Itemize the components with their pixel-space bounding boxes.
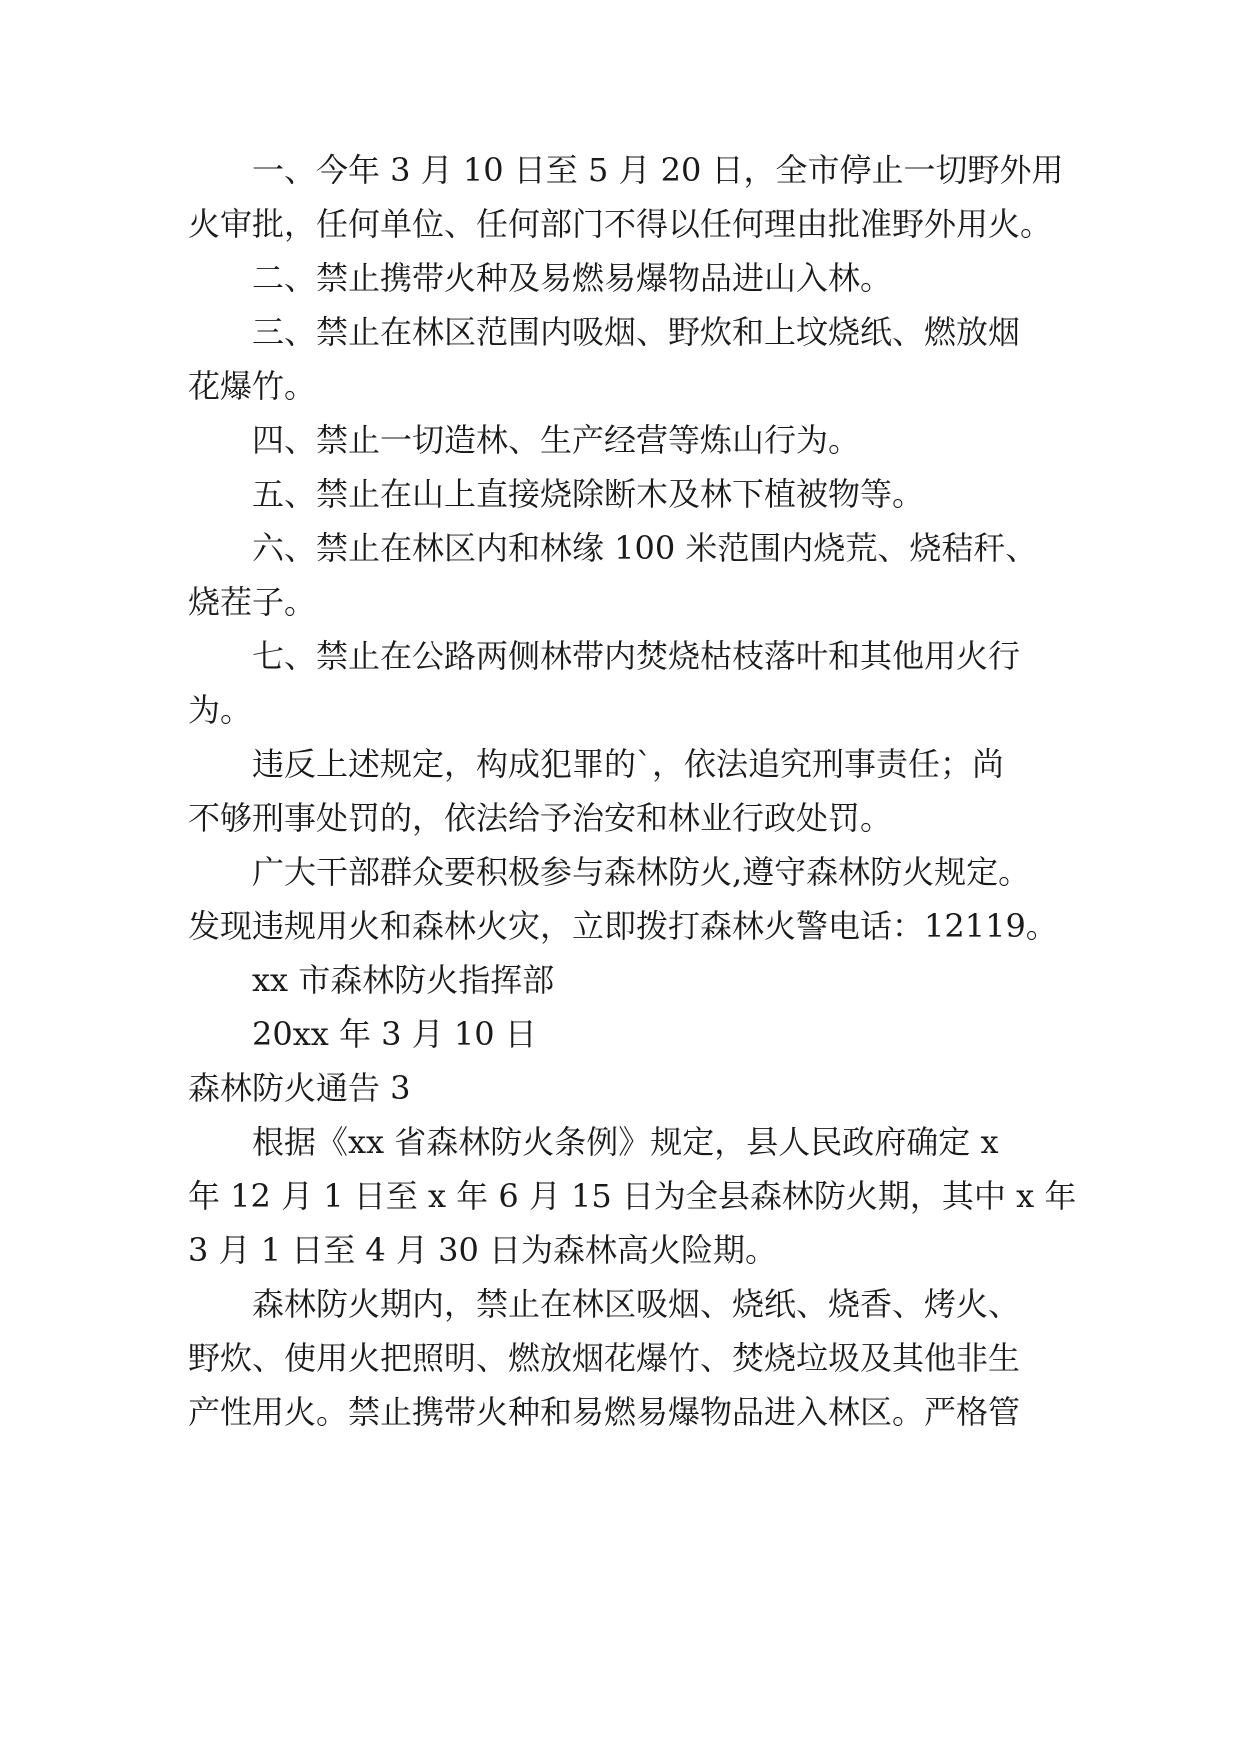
- text-line: 一、今年 3 月 10 日至 5 月 20 日，全市停止一切野外用: [252, 151, 1064, 189]
- text-line: 为。: [188, 691, 253, 729]
- text-line: 四、禁止一切造林、生产经营等炼山行为。: [252, 421, 861, 459]
- text-line: 七、禁止在公路两侧林带内焚烧枯枝落叶和其他用火行: [252, 637, 1021, 675]
- text-line: 五、禁止在山上直接烧除断木及林下植被物等。: [252, 475, 925, 513]
- text-line: 烧茬子。: [188, 583, 317, 621]
- text-line: 根据《xx 省森林防火条例》规定，县人民政府确定 x: [252, 1123, 999, 1161]
- text-line: 3 月 1 日至 4 月 30 日为森林高火险期。: [188, 1231, 778, 1269]
- text-line: 产性用火。禁止携带火种和易燃易爆物品进入林区。严格管: [188, 1393, 1021, 1431]
- text-line: 六、禁止在林区内和林缘 100 米范围内烧荒、烧秸秆、: [252, 529, 1038, 567]
- signature-org: xx 市森林防火指挥部: [252, 961, 555, 999]
- text-line: 违反上述规定，构成犯罪的`，依法追究刑事责任；尚: [252, 745, 1005, 783]
- text-line: 三、禁止在林区范围内吸烟、野炊和上坟烧纸、燃放烟: [252, 313, 1021, 351]
- section-heading: 森林防火通告 3: [188, 1069, 411, 1107]
- text-line: 野炊、使用火把照明、燃放烟花爆竹、焚烧垃圾及其他非生: [188, 1339, 1021, 1377]
- text-line: 火审批，任何单位、任何部门不得以任何理由批准野外用火。: [188, 205, 1053, 243]
- text-line: 发现违规用火和森林火灾，立即拨打森林火警电话：12119。: [188, 907, 1058, 945]
- text-line: 二、禁止携带火种及易燃易爆物品进山入林。: [252, 259, 893, 297]
- text-line: 广大干部群众要积极参与森林防火,遵守森林防火规定。: [252, 853, 1031, 891]
- text-line: 年 12 月 1 日至 x 年 6 月 15 日为全县森林防火期，其中 x 年: [188, 1177, 1077, 1215]
- signature-date: 20xx 年 3 月 10 日: [252, 1015, 537, 1053]
- text-line: 森林防火期内，禁止在林区吸烟、烧纸、烧香、烤火、: [252, 1285, 1021, 1323]
- text-line: 不够刑事处罚的，依法给予治安和林业行政处罚。: [188, 799, 893, 837]
- text-line: 花爆竹。: [188, 367, 317, 405]
